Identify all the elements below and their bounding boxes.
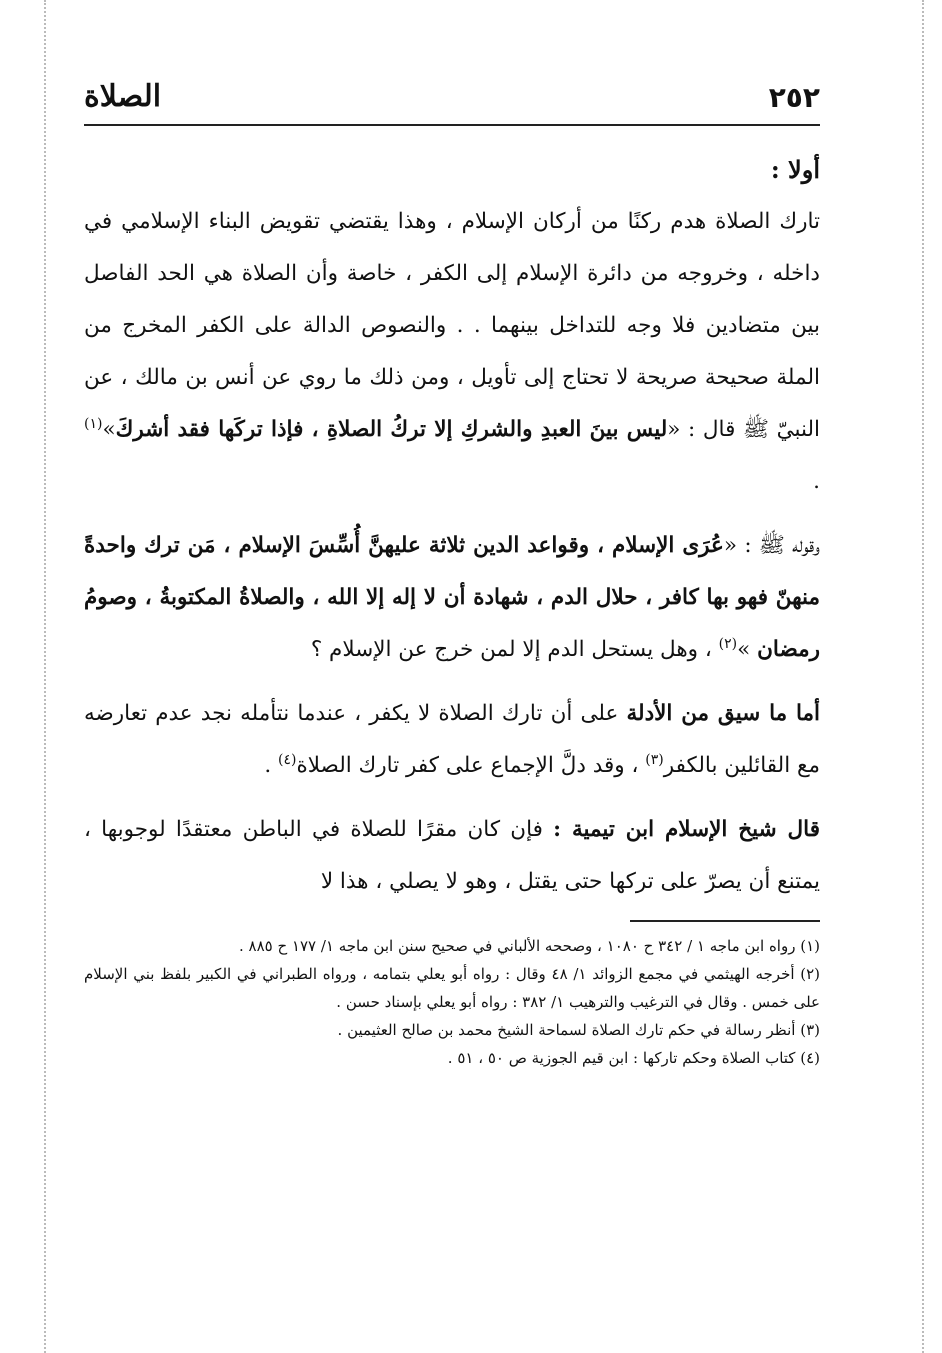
paragraph-1-tail: . (813, 469, 820, 494)
paragraph-3 (84, 688, 820, 792)
footnote-3: (٣) أنظر رسالة في حكم تارك الصلاة لسماحة الشيخ محمد بن صالح العثيمين . (337, 1021, 820, 1039)
paragraph-1-text: تارك الصلاة هدم ركنًا من أركان الإسلام ، وهذا يقتضي تقويض البناء الإسلامي في داخله ، وخروجه من دائرة الإسلام إلى الكفر ، خاصة وأن الصلاة هي الحد الفاصل بين متضادين فلا وجه للتداخل بينهما . . والنصوص الدالة على الكفر المخرج من الملة صحيحة صريحة لا تحتاج إلى تأويل ، ومن ذلك ما روي عن أنس بن مالك ، عن النبيّ ﷺ قال : « (84, 209, 820, 442)
right-dotted-margin (922, 0, 924, 1353)
paragraph-1 (84, 196, 820, 508)
footnote-ref-4: (٤) (277, 751, 297, 768)
page-number: ٢٥٢ (768, 81, 820, 114)
paragraph-2 (84, 520, 820, 676)
footnote-1: (١) رواه ابن ماجه ١ / ٣٤٢ ح ١٠٨٠ ، وصححه الألباني في صحيح سنن ابن ماجه ١/ ١٧٧ ح ٨٨٥ . (238, 937, 820, 955)
footnote-ref-2: (٢) (718, 635, 738, 652)
left-dotted-margin (44, 0, 46, 1353)
footnote-4: (٤) كتاب الصلاة وحكم تاركها : ابن قيم الجوزية ص ٥٠ ، ٥١ . (447, 1049, 820, 1067)
footnote-2: (٢) أخرجه الهيثمي في مجمع الزوائد ١/ ٤٨ وقال : رواه أبو يعلي بتمامه ، ورواه الطبراني في الكبير بلفظ بني الإسلام على خمس . وقال في الترغيب والترهيب ١/ ٣٨٢ : رواه أبو يعلي بإسناد حسن . (84, 965, 820, 1011)
book-page (84, 74, 820, 1072)
paragraph-4-text: فإن كان مقرًا للصلاة في الباطن معتقدًا لوجوبها ، يمتنع أن يصرّ على تركها حتى يقتل ، وهو لا يصلي ، هذا لا (84, 817, 820, 894)
hadith-quote-2: عُرَى الإسلام ، وقواعد الدين ثلاثة عليهنَّ أُسِّسَ الإسلام ، مَن ترك واحدةً منهنّ فهو بها كافر ، حلال الدم ، شهادة أن لا إله إلا الله ، والصلاةُ المكتوبةُ ، وصومُ رمضان (84, 533, 820, 662)
footnote-ref-3: (٣) (645, 751, 664, 768)
paragraph-4 (84, 804, 820, 908)
section-heading: أولا : (770, 155, 820, 184)
quote-close-2: » (737, 637, 751, 662)
paragraph-3-tail: . (264, 753, 278, 778)
footnote-ref-1: (١) (84, 415, 103, 432)
paragraph-3-text-2: ، وقد دلَّ الإجماع على كفر تارك الصلاة (296, 753, 646, 778)
footnote-rule (630, 920, 820, 922)
paragraph-2-tail: ، وهل يستحل الدم إلا لمن خرج عن الإسلام ؟ (310, 637, 719, 662)
paragraph-3-lead: أما ما سيق من الأدلة (626, 701, 820, 726)
quote-close-1: » (102, 417, 116, 442)
header-rule (84, 124, 820, 126)
paragraph-2-intro: وقوله ﷺ : « (723, 533, 821, 558)
page-header (84, 74, 820, 114)
paragraph-3-text: على أن تارك الصلاة لا يكفر ، عندما نتأمله نجد عدم تعارضه مع القائلين بالكفر (84, 701, 820, 778)
paragraph-4-lead: قال شيخ الإسلام ابن تيمية : (553, 817, 820, 842)
running-title: الصلاة (84, 79, 162, 114)
hadith-quote-1: ليس بينَ العبدِ والشركِ إلا تركُ الصلاةِ ، فإذا تركَها فقد أشركَ (115, 417, 668, 442)
